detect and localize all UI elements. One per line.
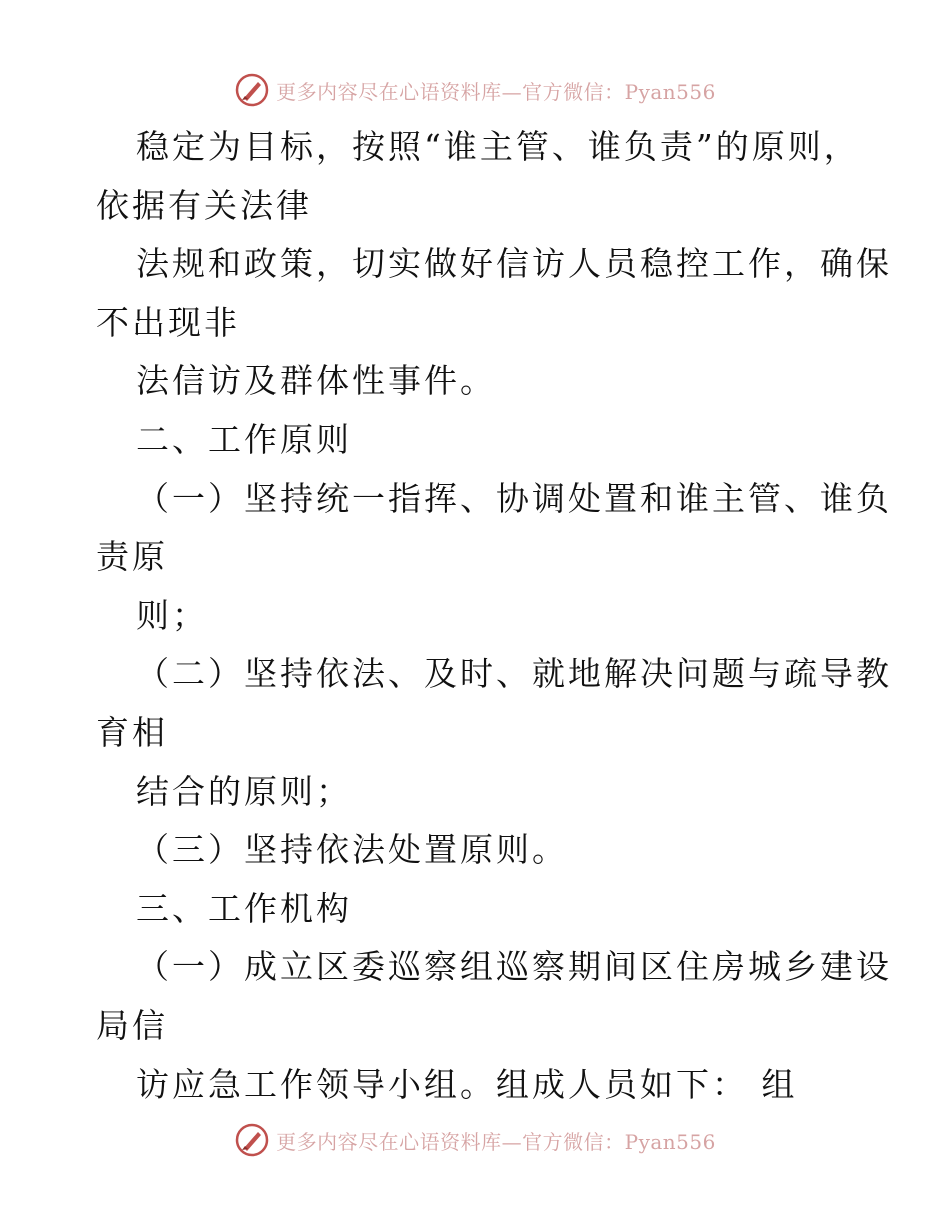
watermark-text: 更多内容尽在心语资料库—官方微信：Pyan556 <box>276 1129 716 1154</box>
text-line: 责原 <box>96 537 168 577</box>
pen-nib-circle-icon <box>234 72 270 108</box>
watermark-group <box>234 72 716 108</box>
text-line: （一）成立区委巡察组巡察期间区住房城乡建设 <box>136 947 892 987</box>
text-line: 育相 <box>96 712 168 752</box>
text-line: 法信访及群体性事件。 <box>136 361 496 401</box>
pen-nib-circle-icon <box>234 1122 270 1158</box>
document-body <box>96 118 892 1114</box>
text-line: 二、工作原则 <box>136 419 352 459</box>
text-line: 则； <box>136 595 208 635</box>
text-line: 不出现非 <box>96 302 240 342</box>
text-line: 依据有关法律 <box>96 185 312 225</box>
footer-watermark <box>0 1120 950 1160</box>
text-line: 结合的原则； <box>136 771 352 811</box>
text-line: （一）坚持统一指挥、协调处置和谁主管、谁负 <box>136 478 892 518</box>
text-line: 三、工作机构 <box>136 888 352 928</box>
text-line: 访应急工作领导小组。组成人员如下： 组 <box>136 1064 798 1104</box>
text-line: 法规和政策，切实做好信访人员稳控工作，确保 <box>136 244 892 284</box>
watermark-text: 更多内容尽在心语资料库—官方微信：Pyan556 <box>276 79 716 104</box>
watermark-group <box>234 1122 716 1158</box>
text-line: （三）坚持依法处置原则。 <box>136 830 568 870</box>
text-line: 局信 <box>96 1005 168 1045</box>
text-line: 稳定为目标，按照“谁主管、谁负责”的原则， <box>136 127 860 166</box>
header-watermark <box>0 70 950 110</box>
text-line: （二）坚持依法、及时、就地解决问题与疏导教 <box>136 654 892 694</box>
